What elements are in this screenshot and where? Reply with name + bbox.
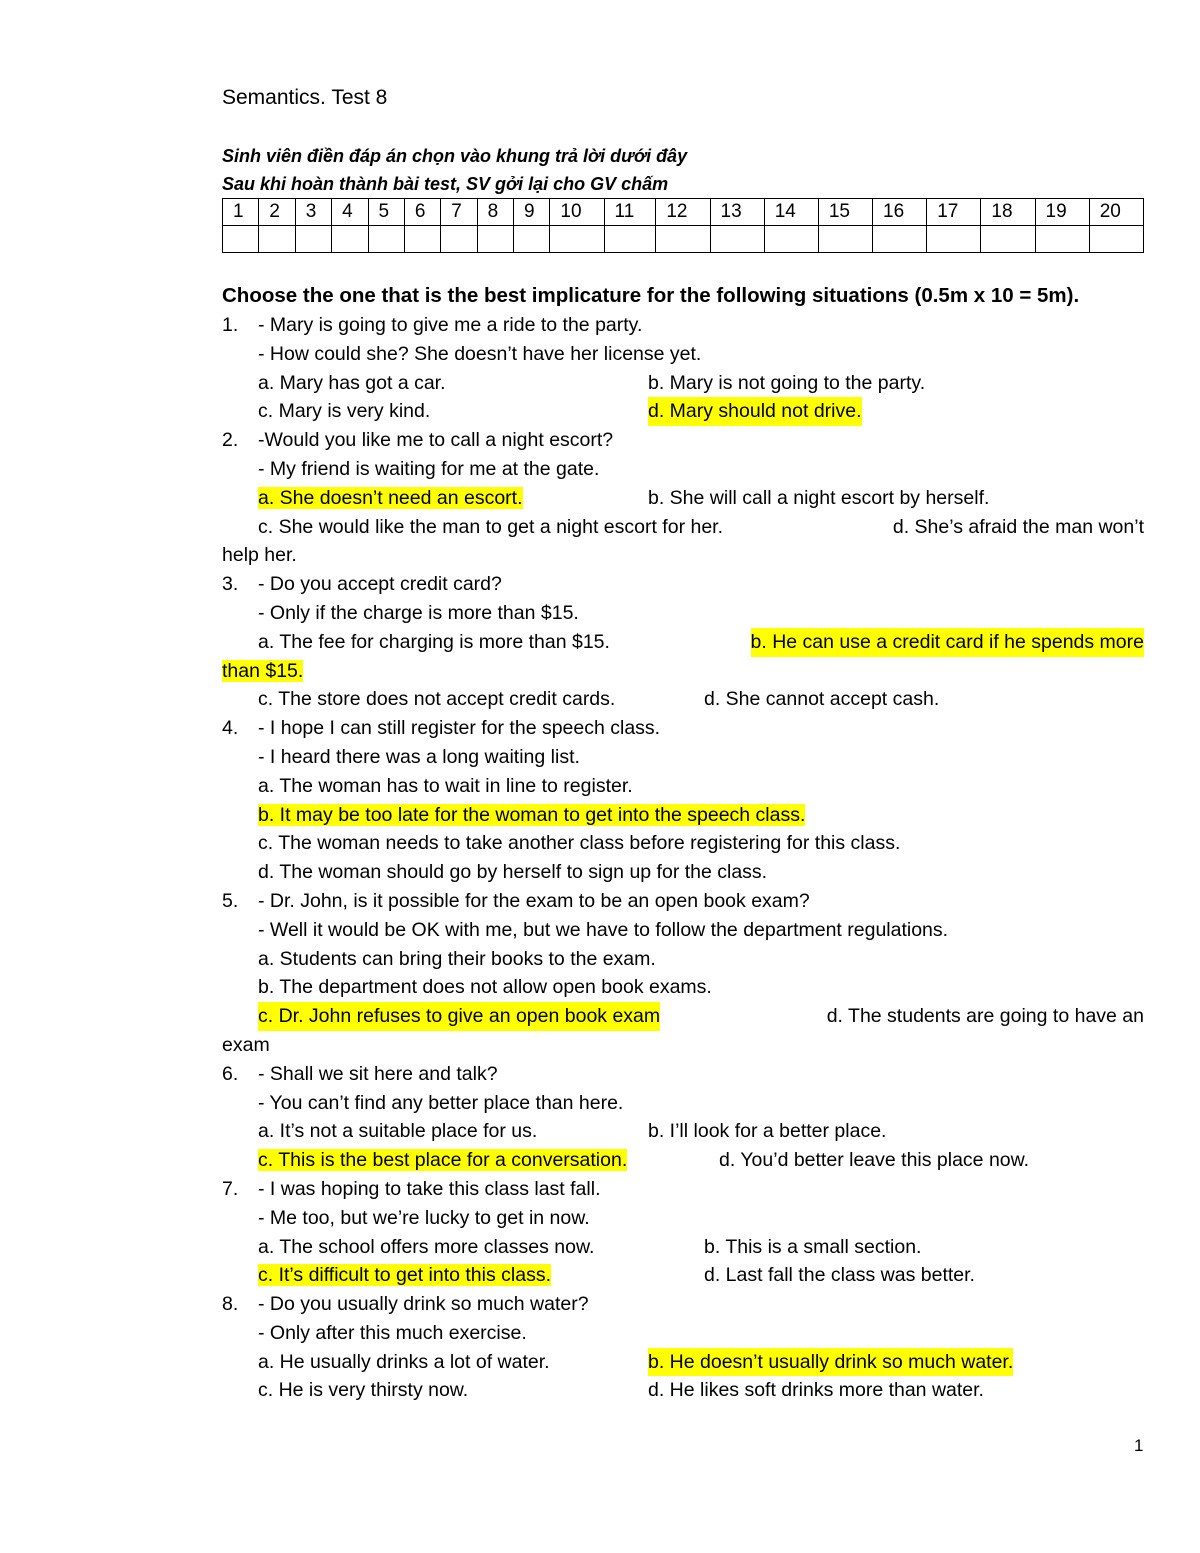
question-number: 2.	[222, 429, 239, 452]
question-line: - Me too, but we’re lucky to get in now.	[258, 1206, 590, 1229]
answer-number-cell: 12	[656, 199, 710, 226]
question-line: - Mary is going to give me a ride to the party.	[258, 314, 643, 336]
answer-input-cell[interactable]	[368, 226, 404, 253]
question-line: - I was hoping to take this class last fall.	[258, 1177, 601, 1200]
question-line: - How could she? She doesn’t have her license yet.	[258, 342, 702, 365]
option-d: d. She cannot accept cash.	[704, 688, 940, 711]
answer-number-cell: 20	[1089, 199, 1143, 226]
answer-input-cell[interactable]	[223, 226, 259, 253]
answer-number-cell: 16	[873, 199, 927, 226]
option-c: c. He is very thirsty now.	[258, 1379, 469, 1402]
answer-number-cell: 13	[710, 199, 764, 226]
question-6	[222, 1060, 1144, 1175]
answer-input-cell[interactable]	[1035, 226, 1089, 253]
option-d: d. Last fall the class was better.	[704, 1264, 975, 1287]
option-b: b. She will call a night escort by herself.	[648, 486, 990, 509]
question-7	[222, 1175, 1144, 1290]
question-line: - My friend is waiting for me at the gate.	[258, 457, 600, 480]
question-line: - Dr. John, is it possible for the exam to be an open book exam?	[258, 889, 810, 912]
question-number: 3.	[222, 573, 239, 596]
answer-input-cell[interactable]	[259, 226, 295, 253]
answer-input-cell[interactable]	[764, 226, 818, 253]
document-title: Semantics. Test 8	[222, 86, 388, 109]
question-4	[222, 714, 1144, 887]
question-number: 8.	[222, 1293, 239, 1316]
option-b: b. Mary is not going to the party.	[648, 371, 926, 394]
answer-number-cell: 4	[332, 199, 368, 226]
question-line: - I hope I can still register for the speech class.	[258, 717, 661, 740]
question-3	[222, 570, 1144, 714]
question-line: - Only after this much exercise.	[258, 1321, 527, 1344]
answer-number-cell: 19	[1035, 199, 1089, 226]
question-line: - Do you accept credit card?	[258, 573, 502, 596]
question-number: 1.	[222, 314, 239, 336]
answer-input-cell[interactable]	[927, 226, 981, 253]
option-d: d. You’d better leave this place now.	[719, 1149, 1030, 1172]
question-8	[222, 1290, 1144, 1405]
option-a: a. The fee for charging is more than $15.	[258, 630, 610, 653]
question-number: 6.	[222, 1062, 239, 1085]
answer-input-cell[interactable]	[550, 226, 604, 253]
answer-table-header-row	[223, 199, 1144, 226]
question-line: - Well it would be OK with me, but we have to follow the department regulations.	[258, 918, 949, 941]
answer-number-cell: 5	[368, 199, 404, 226]
answer-input-cell[interactable]	[656, 226, 710, 253]
answer-input-cell[interactable]	[604, 226, 656, 253]
answer-input-cell[interactable]	[514, 226, 550, 253]
option-a: a. Mary has got a car.	[258, 371, 446, 394]
option-b-highlighted: b. He can use a credit card if he spends more	[751, 628, 1144, 657]
section-heading: Choose the one that is the best implicature for the following situations (0.5m x 10 = 5m).	[222, 284, 1080, 307]
option-a: a. Students can bring their books to the exam.	[258, 947, 656, 970]
option-c-highlighted: c. It’s difficult to get into this class.	[258, 1264, 551, 1287]
answer-number-cell: 11	[604, 199, 656, 226]
answer-input-cell[interactable]	[477, 226, 513, 253]
question-line: - Shall we sit here and talk?	[258, 1062, 498, 1085]
option-d-highlighted: d. Mary should not drive.	[648, 397, 862, 426]
question-line: - I heard there was a long waiting list.	[258, 745, 580, 768]
option-d: d. The students are going to have an	[826, 1005, 1144, 1028]
answer-number-cell: 14	[764, 199, 818, 226]
option-b: b. I’ll look for a better place.	[648, 1120, 887, 1143]
answer-number-cell: 7	[441, 199, 477, 226]
answer-input-cell[interactable]	[295, 226, 331, 253]
answer-number-cell: 15	[818, 199, 872, 226]
page-number: 1	[1134, 1436, 1144, 1455]
question-line: -Would you like me to call a night escort?	[258, 429, 614, 452]
answer-number-cell: 2	[259, 199, 295, 226]
answer-number-cell: 8	[477, 199, 513, 226]
question-line: - Do you usually drink so much water?	[258, 1293, 589, 1316]
question-5	[222, 887, 1144, 1060]
option-b: b. This is a small section.	[704, 1235, 922, 1258]
option-c: c. The woman needs to take another class before registering for this class.	[258, 832, 901, 855]
option-d: d. The woman should go by herself to sign up for the class.	[258, 861, 768, 884]
answer-input-cell[interactable]	[818, 226, 872, 253]
option-c: c. Mary is very kind.	[258, 400, 431, 423]
question-1	[222, 311, 1144, 426]
answer-number-cell: 3	[295, 199, 331, 226]
answer-input-cell[interactable]	[873, 226, 927, 253]
instruction-line-2: Sau khi hoàn thành bài test, SV gởi lại cho GV chấm	[222, 174, 669, 194]
option-b-highlighted: b. He doesn’t usually drink so much water.	[648, 1348, 1013, 1377]
option-d-continued: exam	[222, 1033, 270, 1056]
option-c: c. The store does not accept credit cards.	[258, 688, 616, 711]
question-number: 7.	[222, 1177, 239, 1200]
answer-input-cell[interactable]	[441, 226, 477, 253]
question-number: 4.	[222, 717, 239, 740]
option-c-highlighted: c. This is the best place for a conversation.	[258, 1149, 628, 1172]
answer-number-cell: 9	[514, 199, 550, 226]
option-a: a. The school offers more classes now.	[258, 1235, 595, 1258]
question-line: - You can’t find any better place than here.	[258, 1091, 624, 1114]
option-a-highlighted: a. She doesn’t need an escort.	[258, 486, 523, 509]
answer-number-cell: 17	[927, 199, 981, 226]
answer-number-cell: 1	[223, 199, 259, 226]
option-b-highlighted: b. It may be too late for the woman to get into the speech class.	[258, 803, 806, 826]
answer-table	[222, 198, 1144, 253]
instruction-line-1: Sinh viên điền đáp án chọn vào khung trả lời dưới đây	[222, 146, 688, 166]
question-2	[222, 426, 1144, 570]
answer-input-cell[interactable]	[981, 226, 1035, 253]
option-b-continued-highlighted: than $15.	[222, 659, 304, 682]
option-a: a. The woman has to wait in line to register.	[258, 774, 633, 797]
answer-input-cell[interactable]	[332, 226, 368, 253]
option-c: c. She would like the man to get a night escort for her.	[258, 515, 724, 538]
option-d: d. He likes soft drinks more than water.	[648, 1379, 984, 1402]
question-line: - Only if the charge is more than $15.	[258, 601, 579, 624]
answer-number-cell: 6	[404, 199, 440, 226]
document-body	[222, 84, 1144, 1405]
answer-table-input-row	[223, 226, 1144, 253]
option-a: a. It’s not a suitable place for us.	[258, 1120, 538, 1143]
answer-input-cell[interactable]	[710, 226, 764, 253]
answer-input-cell[interactable]	[1089, 226, 1143, 253]
answer-number-cell: 10	[550, 199, 604, 226]
answer-number-cell: 18	[981, 199, 1035, 226]
option-a: a. He usually drinks a lot of water.	[258, 1350, 550, 1373]
option-d: d. She’s afraid the man won’t	[892, 515, 1144, 538]
option-d-continued: help her.	[222, 544, 297, 567]
option-b: b. The department does not allow open book exams.	[258, 976, 712, 999]
question-number: 5.	[222, 889, 239, 912]
answer-input-cell[interactable]	[404, 226, 440, 253]
option-c-highlighted: c. Dr. John refuses to give an open book exam	[258, 1002, 660, 1031]
